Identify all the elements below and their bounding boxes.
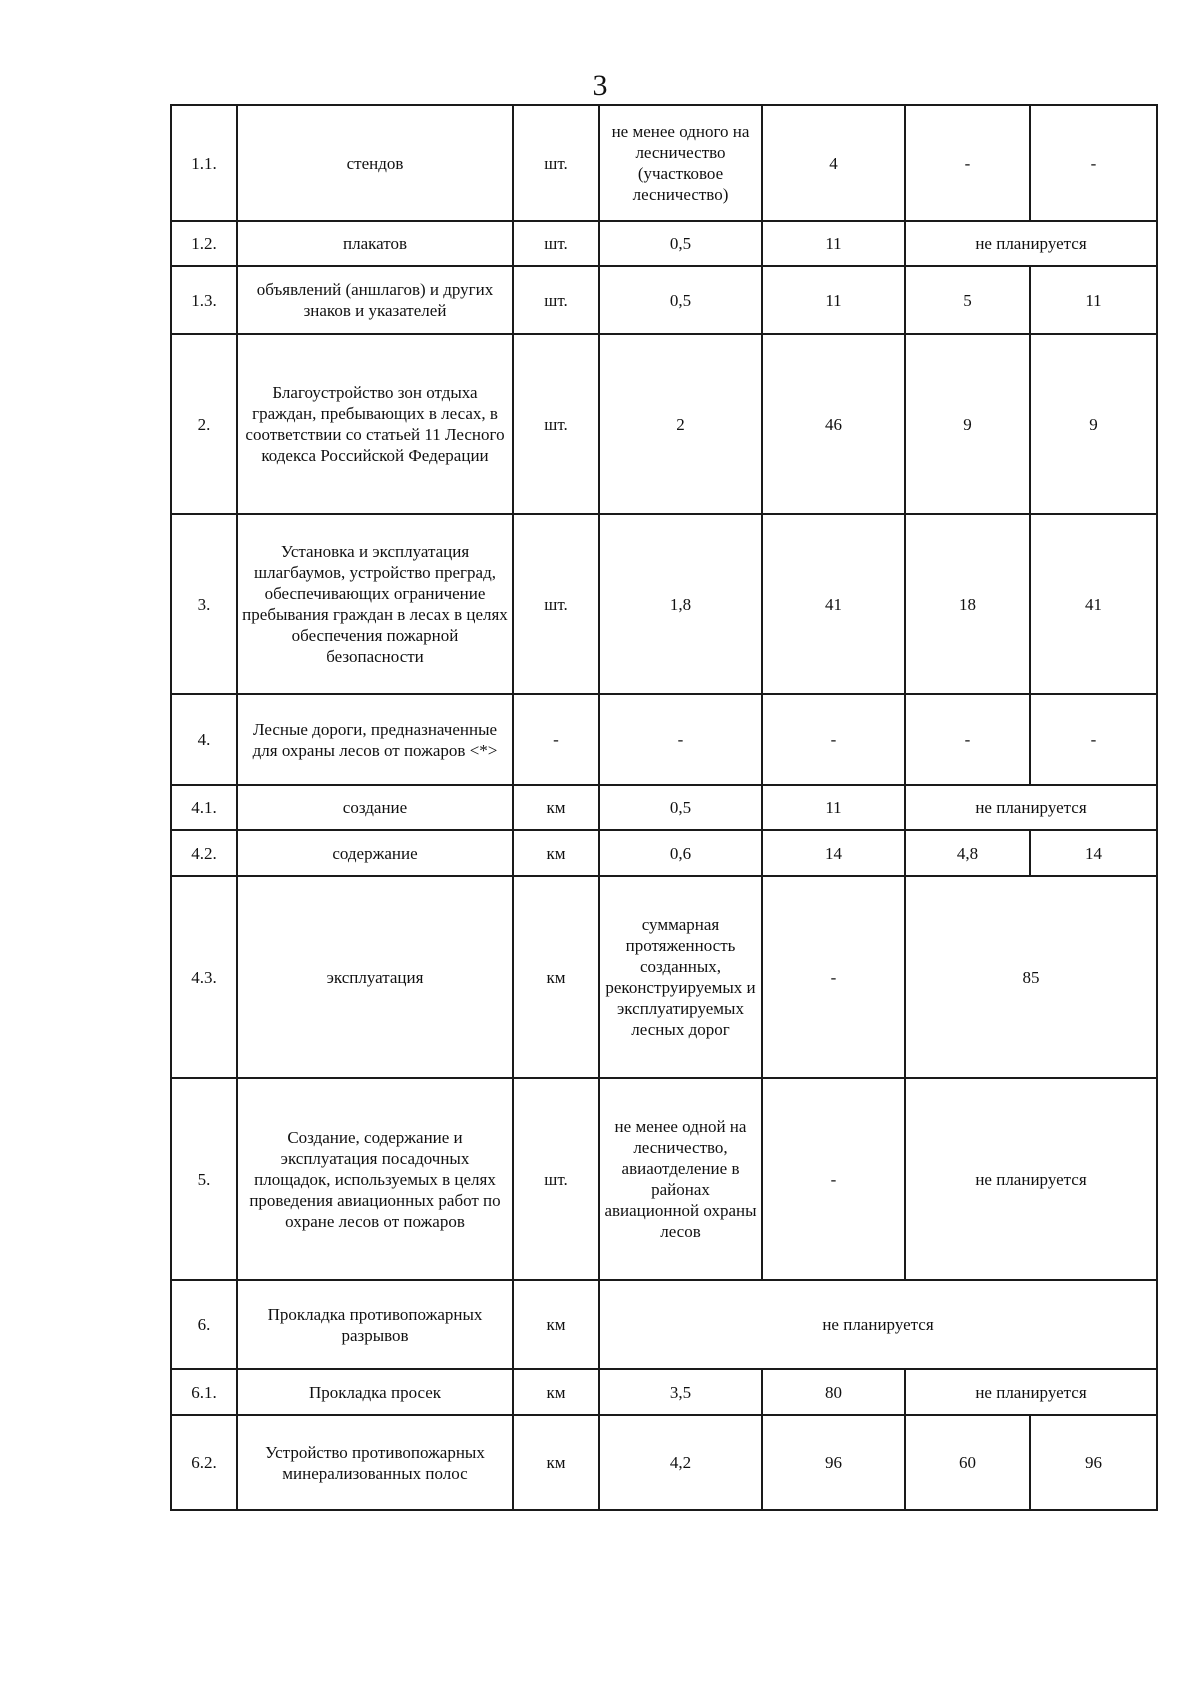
norm-cell: 0,6 (599, 830, 762, 876)
unit-cell: шт. (513, 1078, 599, 1280)
need-cell: 46 (762, 334, 905, 514)
measure-name-cell: создание (237, 785, 513, 830)
merged-value-cell: не планируется (905, 221, 1157, 266)
norm-cell: 4,2 (599, 1415, 762, 1510)
unit-cell: шт. (513, 334, 599, 514)
table-row (171, 334, 1157, 514)
measure-name-cell: Прокладка противопожарных разрывов (237, 1280, 513, 1369)
unit-cell: км (513, 876, 599, 1078)
need-cell: 4 (762, 105, 905, 221)
table-row (171, 876, 1157, 1078)
value-cell: 41 (1030, 514, 1157, 694)
merged-value-cell: не планируется (905, 1369, 1157, 1415)
norm-cell: 3,5 (599, 1369, 762, 1415)
row-number-cell: 2. (171, 334, 237, 514)
need-cell: - (762, 1078, 905, 1280)
merged-value-cell: не планируется (905, 785, 1157, 830)
row-number-cell: 6.2. (171, 1415, 237, 1510)
norm-cell: суммарная протяженность созданных, реконструируемых и эксплуатируемых лесных дорог (599, 876, 762, 1078)
merged-value-cell: 85 (905, 876, 1157, 1078)
row-number-cell: 4.3. (171, 876, 237, 1078)
norm-cell: 0,5 (599, 221, 762, 266)
unit-cell: - (513, 694, 599, 785)
row-number-cell: 5. (171, 1078, 237, 1280)
measure-name-cell: Устройство противопожарных минерализованных полос (237, 1415, 513, 1510)
norm-cell: не менее одного на лесничество (участковое лесничество) (599, 105, 762, 221)
unit-cell: км (513, 1280, 599, 1369)
value-cell: - (1030, 105, 1157, 221)
measure-name-cell: эксплуатация (237, 876, 513, 1078)
value-cell: 18 (905, 514, 1030, 694)
unit-cell: шт. (513, 514, 599, 694)
need-cell: 14 (762, 830, 905, 876)
table-row (171, 694, 1157, 785)
need-cell: 41 (762, 514, 905, 694)
value-cell: 14 (1030, 830, 1157, 876)
value-cell: 5 (905, 266, 1030, 334)
measure-name-cell: содержание (237, 830, 513, 876)
table-row (171, 221, 1157, 266)
row-number-cell: 1.2. (171, 221, 237, 266)
value-cell: 11 (1030, 266, 1157, 334)
table-row (171, 785, 1157, 830)
unit-cell: км (513, 1415, 599, 1510)
row-number-cell: 6.1. (171, 1369, 237, 1415)
fire-safety-measures-table (170, 104, 1158, 1511)
row-number-cell: 3. (171, 514, 237, 694)
table-row (171, 1369, 1157, 1415)
norm-cell: 2 (599, 334, 762, 514)
measure-name-cell: плакатов (237, 221, 513, 266)
norm-cell: 0,5 (599, 785, 762, 830)
value-cell: - (1030, 694, 1157, 785)
value-cell: 9 (905, 334, 1030, 514)
table-row (171, 1078, 1157, 1280)
need-cell: 80 (762, 1369, 905, 1415)
measure-name-cell: стендов (237, 105, 513, 221)
table-row (171, 514, 1157, 694)
measure-name-cell: Лесные дороги, предназначенные для охраны лесов от пожаров <*> (237, 694, 513, 785)
row-number-cell: 4.2. (171, 830, 237, 876)
unit-cell: шт. (513, 105, 599, 221)
norm-cell: 1,8 (599, 514, 762, 694)
merged-value-cell: не планируется (599, 1280, 1157, 1369)
measure-name-cell: Благоустройство зон отдыха граждан, пребывающих в лесах, в соответствии со статьей 11 Лесного кодекса Российской Федерации (237, 334, 513, 514)
measure-name-cell: Прокладка просек (237, 1369, 513, 1415)
table-row (171, 830, 1157, 876)
need-cell: 96 (762, 1415, 905, 1510)
need-cell: 11 (762, 785, 905, 830)
table-row (171, 105, 1157, 221)
row-number-cell: 6. (171, 1280, 237, 1369)
row-number-cell: 1.1. (171, 105, 237, 221)
norm-cell: - (599, 694, 762, 785)
need-cell: 11 (762, 266, 905, 334)
need-cell: - (762, 694, 905, 785)
unit-cell: шт. (513, 266, 599, 334)
value-cell: 96 (1030, 1415, 1157, 1510)
need-cell: 11 (762, 221, 905, 266)
unit-cell: км (513, 785, 599, 830)
table-row (171, 1280, 1157, 1369)
unit-cell: км (513, 830, 599, 876)
value-cell: - (905, 105, 1030, 221)
unit-cell: шт. (513, 221, 599, 266)
row-number-cell: 4.1. (171, 785, 237, 830)
row-number-cell: 1.3. (171, 266, 237, 334)
value-cell: 60 (905, 1415, 1030, 1510)
merged-value-cell: не планируется (905, 1078, 1157, 1280)
unit-cell: км (513, 1369, 599, 1415)
page-number: 3 (592, 69, 608, 102)
norm-cell: 0,5 (599, 266, 762, 334)
measure-name-cell: Установка и эксплуатация шлагбаумов, устройство преград, обеспечивающих ограничение пребывания граждан в лесах в целях обеспечения пожарной безопасности (237, 514, 513, 694)
value-cell: 4,8 (905, 830, 1030, 876)
row-number-cell: 4. (171, 694, 237, 785)
need-cell: - (762, 876, 905, 1078)
measure-name-cell: объявлений (аншлагов) и других знаков и указателей (237, 266, 513, 334)
value-cell: 9 (1030, 334, 1157, 514)
measure-name-cell: Создание, содержание и эксплуатация посадочных площадок, используемых в целях проведения авиационных работ по охране лесов от пожаров (237, 1078, 513, 1280)
value-cell: - (905, 694, 1030, 785)
table-row (171, 1415, 1157, 1510)
norm-cell: не менее одной на лесничество, авиаотделение в районах авиационной охраны лесов (599, 1078, 762, 1280)
table-row (171, 266, 1157, 334)
